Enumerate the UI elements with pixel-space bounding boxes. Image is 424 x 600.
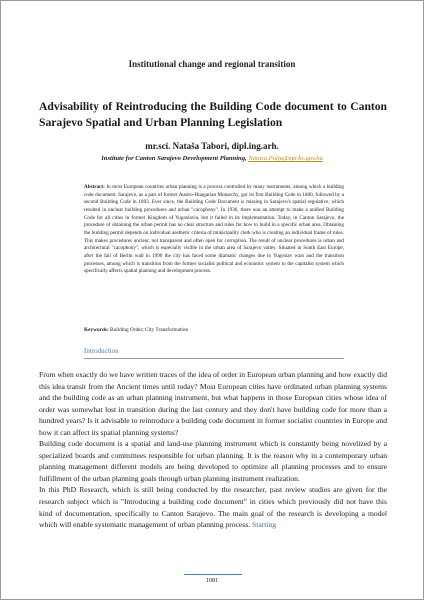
paper-title: Advisability of Reintroducing the Building Code document to Canton Sarajevo Spatial and Urban Planning Legislation	[39, 100, 387, 129]
keywords-label: Keywords:	[84, 327, 109, 333]
institute-name: Institute for Canton Sarajevo Development Planning,	[101, 155, 247, 162]
paragraph-3	[39, 484, 387, 530]
abstract-text: In most European countries urban planning is a process controlled by many instruments, among which a building code document. Sarajevo, as a part of former Austro-Hungarian Monarchy, got its first Building Code in 1880, followed by a second Building Code in 1893. Ever since, the Building Code Document is missing in Sarajevo's spatial regulative, which resulted in unclear building procedures and urban "cacophony". In 1936, there was an attempt to make a unified Building Code for all cities in former Kingdom of Yugoslavia, but it failed in its implementation. Today, in Canton Sarajevo, the procedure of obtaining the urban permit has no clear structure and rules for how to build in a specific urban area. Obtaining the building permit depends on individual aesthetic criteria of municipality clerk who is creating an individual frame of rules. This makes procedures unclear, not transparent and often open for corruption. The result of unclear procedures is urban and architectural "cacophony", which is especially visible in the urban area of Sarajevo valley. Situated in South East Europe, after the fall of Berlin wall in 1990 the city has faced some dramatic changes due to Yugoslav wars and the transition processes, among which is transition from the former socialist political and economic system to the capitalist system which specifically affects spatial planning and development process.	[84, 184, 344, 275]
section-divider	[84, 358, 344, 359]
page-number: 1081	[206, 578, 218, 584]
author-email-link[interactable]: Natasa.Pulja@zpr.ks.gov.ba	[248, 155, 323, 162]
keywords-line	[84, 327, 344, 333]
keywords-text: Building Order; City Transformation	[110, 327, 189, 333]
paragraph-3-text: In this PhD Research, which is still being conducted by the researcher, past review studies are given for the research subject which is "Introducing a building code document" in cities which previously did not have this kind of documentation, specifically to Canton Sarajevo. The main goal of the research is developing a model which will enable systematic management of urban planning process.	[39, 485, 387, 530]
footer-divider	[184, 574, 242, 575]
abstract-label: Abstract:	[84, 184, 105, 190]
running-head: Institutional change and regional transition	[128, 59, 296, 69]
paragraph-2: Building code document is a spatial and land-use planning instrument which is constantly being novelized by a specialized boards and committees responsible for urban planning. It is the reason why in a contemporary urban planning management different models are being developed to optimize all planning processes and to ensure fulfillment of the urban planning goals through urban planning instrument realization.	[39, 439, 387, 483]
affiliation-line	[1, 155, 423, 162]
author-line: mr.sci. Nataša Tabori, dipl.ing.arh.	[145, 141, 279, 151]
paragraph-1: From when exactly do we have written traces of the idea of order in European urban planning and how exactly did this idea transit from the Ancient times until today? Most European cities have ordinated urban planning systems and the building code as an urban planning instrument, but what happens in those European cities whose idea of order was somewhat lost in transition during the last century and they don't have building code for more than a hundred years? Is it advisable to reintroduce a building code document in former socialist countries in Europe and how it can affect its spatial planning systems?	[39, 370, 387, 437]
paragraph-3-continuation: Starting	[252, 520, 277, 530]
section-heading-introduction: Introduction	[84, 347, 119, 355]
introduction-body	[39, 369, 387, 569]
abstract-block	[84, 184, 344, 276]
